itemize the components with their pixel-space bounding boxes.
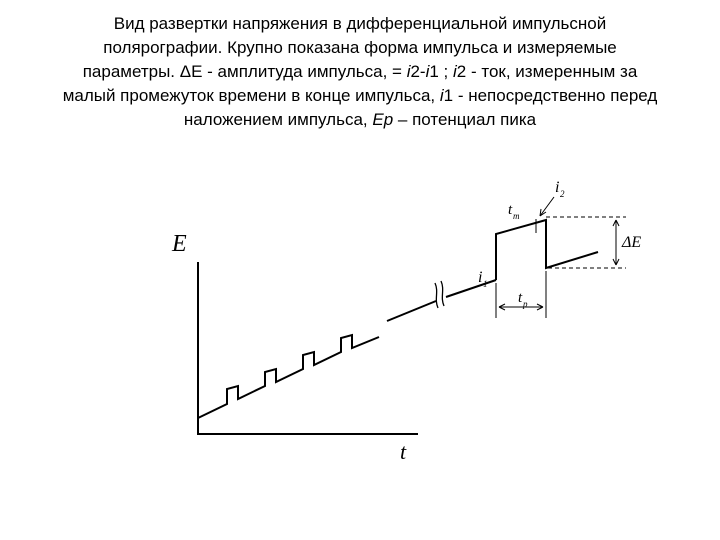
- ramp-continuation: [387, 301, 436, 321]
- tm-label: t: [508, 202, 513, 218]
- caption-line-1: Вид развертки напряжения в дифференциальной импульсной: [113, 14, 607, 33]
- axis-lines: [198, 262, 418, 434]
- caption-text: малый промежуток времени в конце импульса,: [62, 86, 440, 105]
- tm-subscript: m: [513, 211, 520, 221]
- caption-text: 2 - ток, измеренным за: [456, 62, 638, 81]
- caption-text: наложением импульса,: [183, 110, 373, 129]
- i2-label: i: [555, 179, 560, 196]
- i1-subscript: 1: [483, 279, 488, 289]
- i2-subscript: 2: [560, 189, 565, 199]
- i2-pointer: [540, 197, 554, 216]
- caption-italic: Ep: [372, 110, 394, 129]
- caption-italic: i: [406, 62, 411, 81]
- tp-label: t: [518, 290, 523, 306]
- caption-text: параметры. ΔЕ - амплитуда импульса, =: [82, 62, 407, 81]
- tp-subscript: p: [523, 299, 528, 309]
- axis-break-mark: [435, 283, 438, 308]
- axis-e-label: E: [172, 231, 187, 257]
- caption-text: 2-: [410, 62, 426, 81]
- axis-break-mark: [441, 281, 444, 306]
- caption-text: 1 ;: [429, 62, 453, 81]
- axis-t-label: t: [400, 439, 407, 464]
- enlarged-pulse: [496, 220, 598, 280]
- delta-e-label: ΔE: [622, 234, 642, 251]
- caption-text: – потенциал пика: [393, 110, 537, 129]
- caption-text: 1 - непосредственно перед: [443, 86, 658, 105]
- i1-label: i: [478, 269, 483, 286]
- caption-italic: i: [425, 62, 430, 81]
- caption-italic: i: [453, 62, 457, 81]
- staircase-ramp: [198, 335, 379, 418]
- caption-italic: i: [439, 86, 444, 105]
- caption-line-2: полярографии. Крупно показана форма импульса и измеряемые: [103, 38, 617, 57]
- ramp-continuation: [446, 280, 496, 297]
